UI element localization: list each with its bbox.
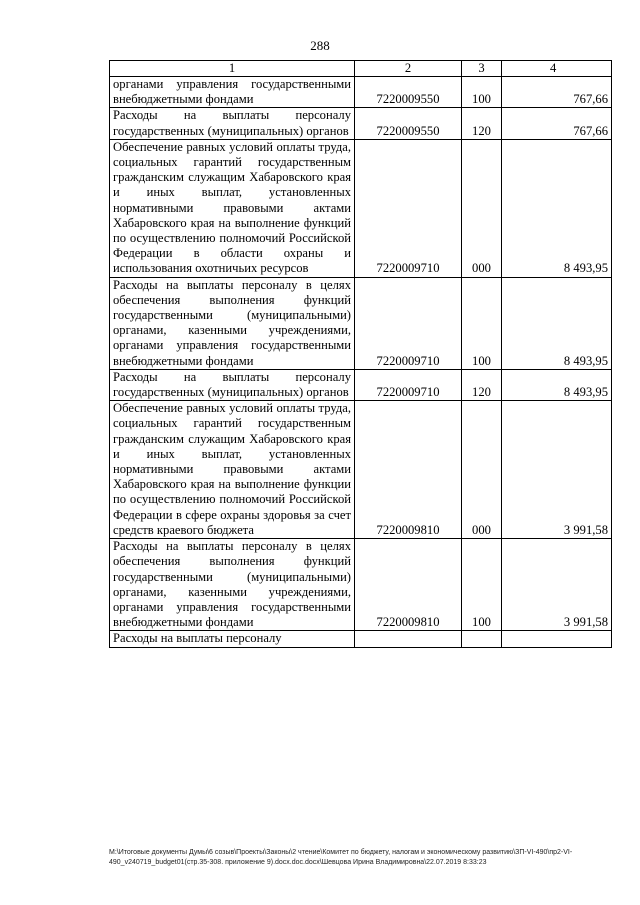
- row-expense-type: 100: [462, 77, 502, 108]
- budget-table: [109, 60, 612, 648]
- document-path-footer: М:\Итоговые документы Думы\6 созыв\Проекты\Законы\2 чтение\Комитет по бюджету, налогам и экономическому развитию\ЗП-VI-490\пр2-VI-490_v240719_budget01(стр.35-308. приложение 9).docx.doc.docx\Шевцова Ирина Владимировна\22.07.2019 8:33:23: [109, 849, 573, 866]
- row-target-code: 7220009710: [355, 369, 462, 400]
- row-expense-type: 120: [462, 108, 502, 139]
- row-expense-type: 120: [462, 369, 502, 400]
- row-target-code: 7220009550: [355, 108, 462, 139]
- row-amount: 3 991,58: [502, 401, 612, 539]
- row-description: органами управления государственными внебюджетными фондами: [110, 77, 355, 108]
- table-row: [110, 369, 612, 400]
- row-description: Расходы на выплаты персоналу: [110, 631, 355, 647]
- row-target-code: 7220009810: [355, 401, 462, 539]
- row-target-code: 7220009710: [355, 277, 462, 369]
- row-target-code: 7220009810: [355, 539, 462, 631]
- row-amount: 8 493,95: [502, 369, 612, 400]
- table-row: [110, 631, 612, 647]
- row-amount: 767,66: [502, 77, 612, 108]
- row-target-code: 7220009710: [355, 139, 462, 277]
- row-expense-type: 100: [462, 277, 502, 369]
- row-description: Расходы на выплаты персоналу государственных (муниципальных) органов: [110, 369, 355, 400]
- table-row: [110, 277, 612, 369]
- row-description: Расходы на выплаты персоналу в целях обеспечения выполнения функций государственными (муниципальными) органами, казенными учреждениями, органами управления государственными внебюджетными фондами: [110, 277, 355, 369]
- table-row: [110, 401, 612, 539]
- row-target-code: [355, 631, 462, 647]
- column-header-1: 1: [110, 61, 355, 77]
- page-number: 288: [310, 38, 330, 53]
- row-target-code: 7220009550: [355, 77, 462, 108]
- row-expense-type: 000: [462, 401, 502, 539]
- column-header-2: 2: [355, 61, 462, 77]
- table-row: [110, 139, 612, 277]
- row-description: Обеспечение равных условий оплаты труда, социальных гарантий государственным гражданским служащим Хабаровского края и иных выплат, установленных нормативными правовыми актами Хабаровского края на выполнение функций по осуществлению полномочий Российской Федерации в области охраны и использования охотничьих ресурсов: [110, 139, 355, 277]
- row-description: Расходы на выплаты персоналу в целях обеспечения выполнения функций государственными (муниципальными) органами, казенными учреждениями, органами управления государственными внебюджетными фондами: [110, 539, 355, 631]
- column-header-4: 4: [502, 61, 612, 77]
- row-amount: 8 493,95: [502, 277, 612, 369]
- row-amount: 767,66: [502, 108, 612, 139]
- row-expense-type: 000: [462, 139, 502, 277]
- table-row: [110, 539, 612, 631]
- row-amount: 3 991,58: [502, 539, 612, 631]
- row-amount: 8 493,95: [502, 139, 612, 277]
- table-row: [110, 108, 612, 139]
- row-expense-type: 100: [462, 539, 502, 631]
- table-row: [110, 77, 612, 108]
- column-header-3: 3: [462, 61, 502, 77]
- row-description: Расходы на выплаты персоналу государственных (муниципальных) органов: [110, 108, 355, 139]
- row-amount: [502, 631, 612, 647]
- table-header-row: [110, 61, 612, 77]
- row-expense-type: [462, 631, 502, 647]
- row-description: Обеспечение равных условий оплаты труда, социальных гарантий государственным гражданским служащим Хабаровского края и иных выплат, установленных нормативными правовыми актами Хабаровского края на выполнение функции по осуществлению полномочий Российской Федерации в сфере охраны здоровья за счет средств краевого бюджета: [110, 401, 355, 539]
